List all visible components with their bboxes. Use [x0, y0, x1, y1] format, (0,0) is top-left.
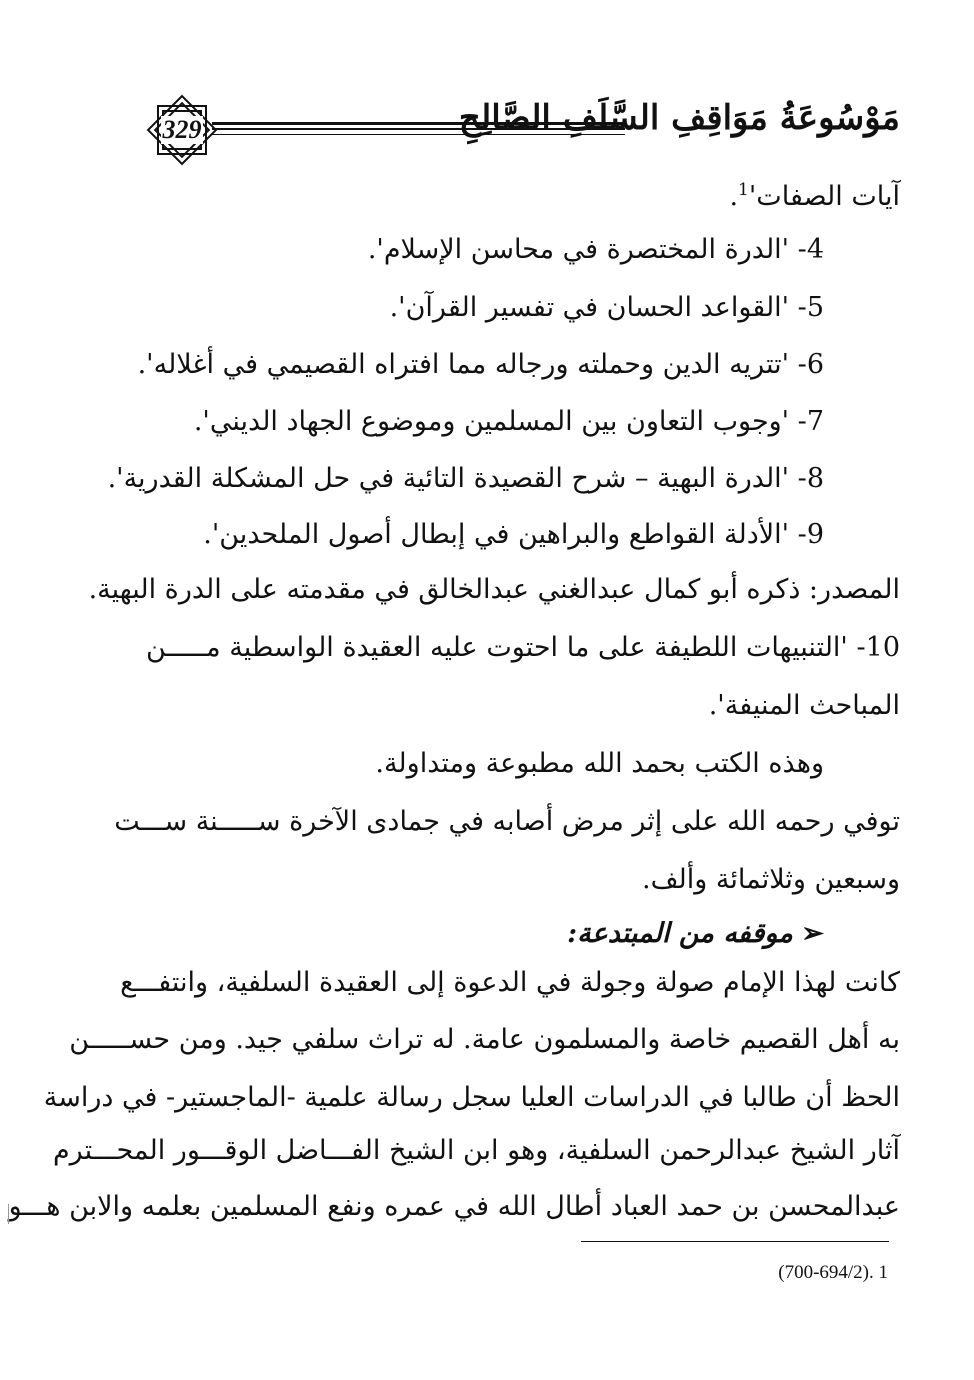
arrow-bullet-icon: ➢: [801, 918, 824, 949]
paragraph-line: به أهل القصيم خاصة والمسلمون عامة. له تراث سلفي جيد. ومن حســـــن: [69, 1024, 900, 1055]
page-number: 329: [162, 115, 202, 144]
paragraph-line: آثار الشيخ عبدالرحمن السلفية، وهو ابن الشيخ الفـــاضل الوقـــور المحـــترم: [52, 1135, 900, 1166]
list-item: 6- 'تتريه الدين وحملته ورجاله مما افتراه القصيمي في أغلاله'.: [137, 349, 824, 380]
text-line: وهذه الكتب بحمد الله مطبوعة ومتداولة.: [375, 748, 824, 779]
list-item: 4- 'الدرة المختصرة في محاسن الإسلام'.: [367, 234, 824, 265]
paragraph-line: كانت لهذا الإمام صولة وجولة في الدعوة إلى العقيدة السلفية، وانتفـــع: [120, 967, 900, 998]
scan-artifact: [8, 1204, 9, 1224]
footnote-number: 1: [878, 1262, 888, 1283]
section-heading: [567, 916, 824, 952]
page-header: [140, 92, 900, 168]
footnote-ref: 1: [738, 180, 749, 200]
text-line: المباحث المنيفة'.: [708, 690, 900, 721]
text-line: وسبعين وثلاثمائة وألف.: [641, 864, 900, 895]
header-rule-thin: [212, 134, 625, 135]
running-title: مَوْسُوعَةُ مَوَاقِفِ السَّلَفِ الصَّالِحِ: [458, 98, 900, 138]
footnote-rule: [581, 1241, 889, 1242]
text-line: [729, 172, 900, 215]
list-item: 10- 'التنبيهات اللطيفة على ما احتوت عليه العقيدة الواسطية مـــــن: [146, 632, 900, 663]
paragraph-line: الحظ أن طالبا في الدراسات العليا سجل رسالة علمية -الماجستير- في دراسة: [43, 1082, 900, 1113]
line-tail: .: [729, 181, 739, 212]
paragraph-line: عبدالمحسن بن حمد العباد أطال الله في عمره ونفع المسلمين بعلمه والابن هـــو: [8, 1191, 900, 1222]
text-line: توفي رحمه الله على إثر مرض أصابه في جمادى الآخرة ســـــنة ســـت: [114, 806, 900, 837]
list-item: 8- 'الدرة البهية – شرح القصيدة التائية في حل المشكلة القدرية'.: [107, 463, 824, 494]
list-item: 9- 'الأدلة القواطع والبراهين في إبطال أصول الملحدين'.: [203, 519, 824, 550]
line-text: آيات الصفات': [748, 181, 900, 212]
list-item: 5- 'القواعد الحسان في تفسير القرآن'.: [389, 292, 824, 323]
source-line: المصدر: ذكره أبو كمال عبدالغني عبدالخالق في مقدمته على الدرة البهية.: [88, 574, 900, 605]
list-item: 7- 'وجوب التعاون بين المسلمين وموضوع الجهاد الديني'.: [193, 406, 824, 437]
section-heading-text: موقفه من المبتدعة:: [567, 918, 793, 949]
footnote: [778, 1262, 888, 1284]
footnote-text: .(700-694/2): [778, 1262, 874, 1283]
header-rule: [212, 122, 625, 130]
